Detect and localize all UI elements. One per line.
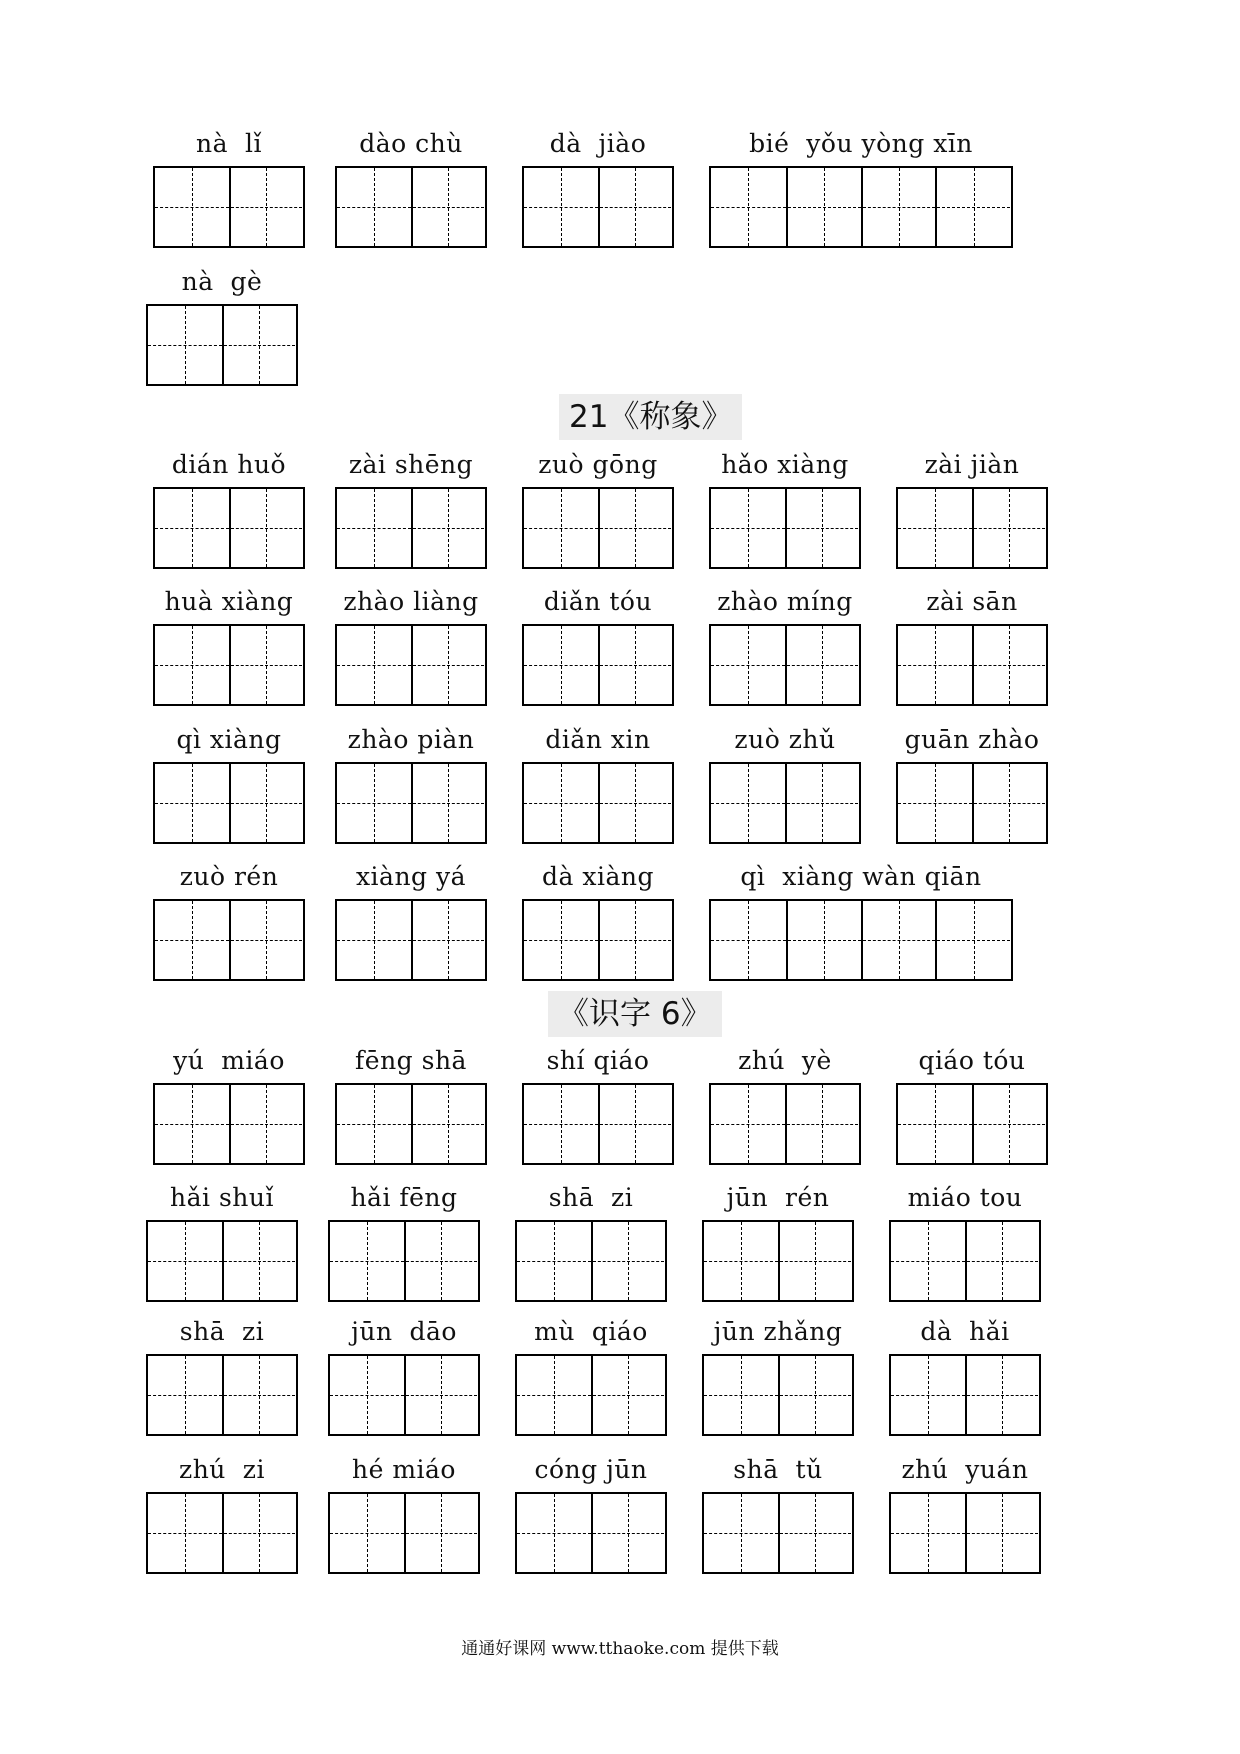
- pinyin-label: jūn rén: [726, 1183, 830, 1212]
- pinyin-label: zài jiàn: [924, 450, 1020, 479]
- writing-cell[interactable]: [898, 1085, 972, 1163]
- writing-cell[interactable]: [517, 1356, 591, 1434]
- writing-cell[interactable]: [704, 1494, 778, 1572]
- section-title: 《识字 6》: [548, 991, 722, 1037]
- tianzige-grid[interactable]: [896, 624, 1048, 706]
- writing-cell[interactable]: [229, 1085, 303, 1163]
- tianzige-grid[interactable]: [153, 1083, 305, 1165]
- tianzige-grid[interactable]: [153, 762, 305, 844]
- tianzige-grid[interactable]: [522, 166, 674, 248]
- writing-cell[interactable]: [598, 901, 672, 979]
- tianzige-grid[interactable]: [335, 624, 487, 706]
- pinyin-label: zuò gōng: [538, 450, 658, 479]
- tianzige-grid[interactable]: [153, 487, 305, 569]
- pinyin-label: miáo tou: [907, 1183, 1023, 1212]
- writing-cell[interactable]: [704, 1356, 778, 1434]
- pinyin-label: dào chù: [359, 129, 463, 158]
- writing-cell[interactable]: [229, 626, 303, 704]
- tianzige-grid[interactable]: [146, 1220, 298, 1302]
- writing-cell[interactable]: [517, 1222, 591, 1300]
- writing-cell[interactable]: [972, 626, 1046, 704]
- writing-cell[interactable]: [155, 168, 229, 246]
- pinyin-label: hǎi shuǐ: [170, 1183, 274, 1212]
- writing-cell[interactable]: [155, 764, 229, 842]
- writing-cell[interactable]: [711, 764, 785, 842]
- tianzige-grid[interactable]: [522, 1083, 674, 1165]
- writing-cell[interactable]: [524, 168, 598, 246]
- writing-cell[interactable]: [411, 1085, 485, 1163]
- writing-cell[interactable]: [411, 764, 485, 842]
- tianzige-grid[interactable]: [702, 1354, 854, 1436]
- writing-cell[interactable]: [330, 1222, 404, 1300]
- writing-cell[interactable]: [524, 901, 598, 979]
- writing-cell[interactable]: [591, 1356, 665, 1434]
- writing-cell[interactable]: [411, 168, 485, 246]
- writing-cell[interactable]: [598, 1085, 672, 1163]
- pinyin-label: shā tǔ: [733, 1455, 823, 1484]
- writing-cell[interactable]: [222, 1222, 296, 1300]
- pinyin-label: qì xiàng wàn qiān: [740, 862, 982, 891]
- writing-cell[interactable]: [524, 764, 598, 842]
- pinyin-label: hǎo xiàng: [721, 450, 849, 479]
- pinyin-label: diǎn xin: [545, 725, 651, 754]
- writing-cell[interactable]: [591, 1222, 665, 1300]
- writing-cell[interactable]: [229, 764, 303, 842]
- writing-cell[interactable]: [891, 1494, 965, 1572]
- writing-cell[interactable]: [778, 1494, 852, 1572]
- tianzige-grid[interactable]: [335, 762, 487, 844]
- pinyin-label: zhào liàng: [343, 587, 479, 616]
- pinyin-label: huà xiàng: [164, 587, 294, 616]
- tianzige-grid[interactable]: [896, 1083, 1048, 1165]
- pinyin-label: zhào piàn: [347, 725, 475, 754]
- writing-cell[interactable]: [711, 1085, 785, 1163]
- writing-cell[interactable]: [972, 1085, 1046, 1163]
- tianzige-grid[interactable]: [515, 1492, 667, 1574]
- pinyin-label: jūn dāo: [351, 1317, 457, 1346]
- writing-cell[interactable]: [898, 626, 972, 704]
- pinyin-label: dà jiào: [549, 129, 647, 158]
- tianzige-grid[interactable]: [522, 624, 674, 706]
- section-title: 21《称象》: [559, 394, 742, 440]
- pinyin-label: zhào míng: [717, 587, 853, 616]
- pinyin-label: nà gè: [181, 267, 263, 296]
- writing-cell[interactable]: [785, 1085, 859, 1163]
- tianzige-grid[interactable]: [515, 1220, 667, 1302]
- writing-cell[interactable]: [337, 764, 411, 842]
- writing-cell[interactable]: [598, 489, 672, 567]
- tianzige-grid[interactable]: [522, 762, 674, 844]
- pinyin-label: yú miáo: [173, 1046, 285, 1075]
- tianzige-grid[interactable]: [709, 1083, 861, 1165]
- pinyin-label: dà xiàng: [542, 862, 654, 891]
- tianzige-grid[interactable]: [702, 1220, 854, 1302]
- writing-cell[interactable]: [711, 626, 785, 704]
- tianzige-grid[interactable]: [709, 762, 861, 844]
- writing-cell[interactable]: [148, 1494, 222, 1572]
- tianzige-grid[interactable]: [146, 1492, 298, 1574]
- pinyin-label: zài shēng: [348, 450, 474, 479]
- writing-cell[interactable]: [785, 626, 859, 704]
- writing-cell[interactable]: [965, 1356, 1039, 1434]
- writing-cell[interactable]: [404, 1222, 478, 1300]
- writing-cell[interactable]: [786, 168, 861, 246]
- tianzige-grid[interactable]: [896, 487, 1048, 569]
- writing-cell[interactable]: [337, 489, 411, 567]
- writing-cell[interactable]: [711, 901, 786, 979]
- pinyin-label: shí qiáo: [546, 1046, 650, 1075]
- tianzige-grid[interactable]: [335, 487, 487, 569]
- pinyin-label: zhú yè: [738, 1046, 832, 1075]
- pinyin-label: dà hǎi: [920, 1317, 1010, 1346]
- writing-cell[interactable]: [404, 1494, 478, 1572]
- pinyin-label: zài sān: [926, 587, 1018, 616]
- writing-cell[interactable]: [222, 1356, 296, 1434]
- writing-cell[interactable]: [222, 1494, 296, 1572]
- tianzige-grid[interactable]: [335, 166, 487, 248]
- tianzige-grid[interactable]: [153, 624, 305, 706]
- writing-cell[interactable]: [148, 306, 222, 384]
- writing-cell[interactable]: [330, 1356, 404, 1434]
- writing-cell[interactable]: [891, 1222, 965, 1300]
- writing-cell[interactable]: [411, 626, 485, 704]
- writing-cell[interactable]: [778, 1222, 852, 1300]
- tianzige-grid[interactable]: [709, 487, 861, 569]
- writing-cell[interactable]: [155, 1085, 229, 1163]
- writing-cell[interactable]: [598, 626, 672, 704]
- tianzige-grid[interactable]: [328, 1492, 480, 1574]
- tianzige-grid[interactable]: [153, 166, 305, 248]
- pinyin-label: fēng shā: [355, 1046, 467, 1075]
- writing-cell[interactable]: [711, 489, 785, 567]
- writing-cell[interactable]: [155, 626, 229, 704]
- tianzige-grid[interactable]: [153, 899, 305, 981]
- pinyin-label: nà lǐ: [196, 129, 262, 158]
- writing-cell[interactable]: [935, 901, 1010, 979]
- tianzige-grid[interactable]: [328, 1354, 480, 1436]
- pinyin-label: bié yǒu yòng xīn: [749, 129, 973, 158]
- writing-cell[interactable]: [891, 1356, 965, 1434]
- writing-cell[interactable]: [411, 489, 485, 567]
- pinyin-label: mù qiáo: [534, 1317, 648, 1346]
- writing-cell[interactable]: [337, 1085, 411, 1163]
- pinyin-label: zhú zi: [179, 1455, 265, 1484]
- writing-cell[interactable]: [148, 1356, 222, 1434]
- writing-cell[interactable]: [972, 764, 1046, 842]
- writing-cell[interactable]: [148, 1222, 222, 1300]
- pinyin-label: shā zi: [548, 1183, 634, 1212]
- writing-cell[interactable]: [524, 489, 598, 567]
- pinyin-label: zhú yuán: [901, 1455, 1029, 1484]
- tianzige-grid[interactable]: [522, 899, 674, 981]
- writing-cell[interactable]: [229, 168, 303, 246]
- writing-cell[interactable]: [524, 1085, 598, 1163]
- pinyin-label: qì xiàng: [176, 725, 282, 754]
- writing-cell[interactable]: [155, 489, 229, 567]
- writing-cell[interactable]: [785, 764, 859, 842]
- writing-cell[interactable]: [404, 1356, 478, 1434]
- tianzige-grid[interactable]: [709, 624, 861, 706]
- writing-cell[interactable]: [229, 489, 303, 567]
- pinyin-label: guān zhào: [904, 725, 1040, 754]
- writing-cell[interactable]: [411, 901, 485, 979]
- tianzige-grid[interactable]: [335, 899, 487, 981]
- pinyin-label: shā zi: [179, 1317, 265, 1346]
- writing-cell[interactable]: [591, 1494, 665, 1572]
- writing-cell[interactable]: [330, 1494, 404, 1572]
- writing-cell[interactable]: [598, 168, 672, 246]
- writing-cell[interactable]: [786, 901, 861, 979]
- tianzige-grid[interactable]: [146, 304, 298, 386]
- pinyin-label: zuò zhǔ: [734, 725, 836, 754]
- writing-cell[interactable]: [229, 901, 303, 979]
- tianzige-grid[interactable]: [702, 1492, 854, 1574]
- writing-cell[interactable]: [517, 1494, 591, 1572]
- tianzige-grid[interactable]: [889, 1354, 1041, 1436]
- writing-cell[interactable]: [898, 764, 972, 842]
- writing-cell[interactable]: [785, 489, 859, 567]
- tianzige-grid[interactable]: [522, 487, 674, 569]
- tianzige-grid[interactable]: [328, 1220, 480, 1302]
- writing-cell[interactable]: [898, 489, 972, 567]
- pinyin-label: diǎn tóu: [543, 587, 653, 616]
- tianzige-grid[interactable]: [515, 1354, 667, 1436]
- pinyin-label: xiàng yá: [355, 862, 467, 891]
- tianzige-grid[interactable]: [709, 166, 1013, 248]
- writing-cell[interactable]: [337, 901, 411, 979]
- pinyin-label: cóng jūn: [534, 1455, 648, 1484]
- pinyin-label: jūn zhǎng: [713, 1317, 843, 1346]
- writing-cell[interactable]: [524, 626, 598, 704]
- writing-cell[interactable]: [337, 626, 411, 704]
- writing-cell[interactable]: [704, 1222, 778, 1300]
- tianzige-grid[interactable]: [896, 762, 1048, 844]
- writing-cell[interactable]: [778, 1356, 852, 1434]
- tianzige-grid[interactable]: [889, 1220, 1041, 1302]
- pinyin-label: hǎi fēng: [350, 1183, 458, 1212]
- tianzige-grid[interactable]: [146, 1354, 298, 1436]
- pinyin-label: zuò rén: [179, 862, 279, 891]
- tianzige-grid[interactable]: [709, 899, 1013, 981]
- writing-cell[interactable]: [972, 489, 1046, 567]
- writing-cell[interactable]: [222, 306, 296, 384]
- footer-credit: 通通好课网 www.tthaoke.com 提供下载: [461, 1639, 779, 1659]
- writing-cell[interactable]: [155, 901, 229, 979]
- writing-cell[interactable]: [935, 168, 1010, 246]
- writing-cell[interactable]: [337, 168, 411, 246]
- pinyin-label: qiáo tóu: [918, 1046, 1026, 1075]
- writing-cell[interactable]: [598, 764, 672, 842]
- tianzige-grid[interactable]: [889, 1492, 1041, 1574]
- writing-cell[interactable]: [711, 168, 786, 246]
- pinyin-label: hé miáo: [351, 1455, 456, 1484]
- writing-cell[interactable]: [965, 1494, 1039, 1572]
- writing-cell[interactable]: [861, 168, 936, 246]
- pinyin-label: dián huǒ: [171, 450, 287, 479]
- tianzige-grid[interactable]: [335, 1083, 487, 1165]
- writing-cell[interactable]: [861, 901, 936, 979]
- writing-cell[interactable]: [965, 1222, 1039, 1300]
